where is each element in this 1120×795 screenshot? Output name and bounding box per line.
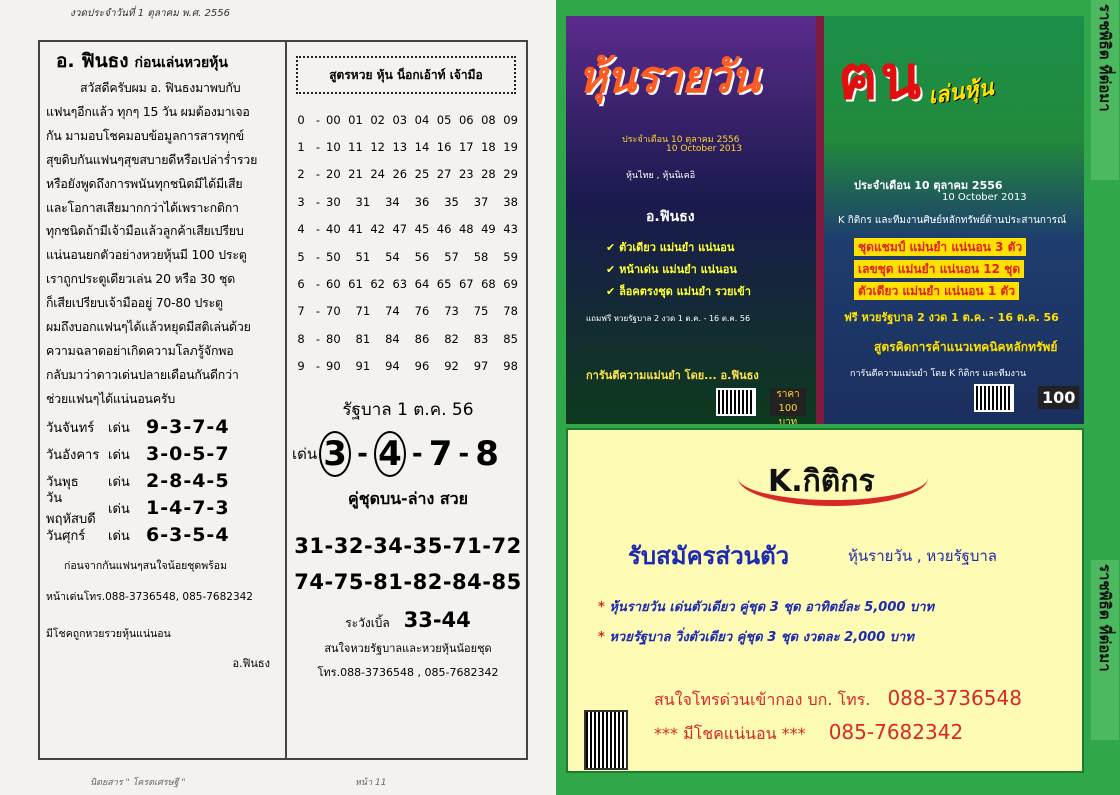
number-table [292, 106, 524, 380]
day-digits: 9-3-7-4 [146, 416, 230, 439]
lottery-date: รัฐบาล 1 ต.ค. 56 [342, 399, 474, 420]
number-cell: 01 [348, 112, 363, 127]
number-cell: 23 [458, 167, 474, 182]
daily-picks [46, 414, 280, 549]
para-line: และโอกาสเสียมากกว่าได้เพราะกติกา [46, 199, 239, 215]
pair-set: 74-75-81-82-84-85 [294, 569, 522, 594]
number-cell: 38 [503, 194, 518, 209]
cover-credit: K กิติกร และทีมงานศิษย์หลักทรัพย์ด้านประสานการณ์ [838, 215, 1067, 226]
row-values [326, 359, 524, 373]
cover-check-item [606, 282, 751, 300]
number-cell: 20 [326, 167, 341, 182]
check-text: แม่นยำ แน่นอน [659, 241, 735, 254]
digit-dash: - [411, 438, 423, 469]
cover-note: การันตีความแม่นยำ โดย K กิติกร และทีมงาน [850, 369, 1027, 379]
para-line: ช่วยแฟนๆได้แน่นอนครับ [46, 390, 176, 406]
barcode-icon [584, 710, 628, 770]
number-cell: 49 [481, 222, 496, 237]
row-separator: - [315, 304, 321, 319]
closing-note: ก่อนจากกันแฟนๆสนใจน้อยชุดพร้อม [64, 559, 228, 572]
number-cell: 91 [355, 359, 371, 374]
number-cell: 48 [458, 222, 474, 237]
number-cell: 35 [444, 194, 459, 209]
cover-title-overlay: เล่นหุ้น [926, 75, 996, 110]
number-cell: 76 [414, 304, 430, 319]
number-cell: 82 [444, 331, 459, 346]
number-row [292, 106, 524, 133]
number-cell: 13 [392, 140, 408, 155]
number-cell: 14 [414, 140, 430, 155]
circled-digit: 3 [319, 431, 351, 477]
number-row [292, 353, 524, 380]
number-cell: 42 [370, 222, 385, 237]
para-line: ความฉลาดอย่าเกิดความโลภรู้จักพอ [46, 342, 234, 358]
left-page [0, 0, 556, 795]
day-name: วันศุกร์ [46, 528, 86, 544]
pair-heading: คู่ชุดบน-ล่าง สวย [348, 488, 468, 508]
number-cell: 90 [326, 359, 341, 374]
row-key: 3 [297, 194, 305, 209]
number-cell: 00 [326, 112, 341, 127]
row-separator: - [315, 249, 321, 264]
row-key: 1 [297, 140, 305, 155]
row-separator: - [315, 167, 321, 182]
number-cell: 21 [348, 167, 363, 182]
ad-contact-label: สนใจโทรด่วนเข้ากอง บก. โทร. [654, 690, 871, 709]
number-cell: 97 [473, 359, 489, 374]
check-label: ตัวเดียว [619, 241, 656, 254]
day-digits: 6-3-5-4 [146, 524, 230, 547]
cover-price: ราคา 100 บาท [770, 388, 806, 416]
play-word: เด่น [108, 528, 130, 544]
number-cell: 92 [444, 359, 459, 374]
author-signature: อ.ฟินธง [232, 656, 270, 670]
row-values [326, 277, 524, 291]
number-cell: 65 [436, 277, 452, 292]
cover-highlight: ชุดแชมป์ แม่นยำ แน่นอน 3 ตัว [854, 238, 1026, 256]
number-cell: 41 [348, 222, 363, 237]
cover-date: ประจำเดือน 10 ตุลาคม 2556 [854, 179, 1003, 192]
para-line: แฟนๆอีกแล้ว ทุกๆ 15 วัน ผมต้องมาเจอ [46, 103, 250, 119]
row-key: 5 [297, 249, 305, 264]
ad-phone-1: 088-3736548 [887, 686, 1022, 710]
number-cell: 26 [392, 167, 408, 182]
formula-heading: สูตรหวย หุ้น น็อกเอ้าท์ เจ้ามือ [296, 56, 516, 94]
day-name: วันจันทร์ [46, 420, 95, 436]
number-row [292, 216, 524, 243]
double-warning-value: 33-44 [403, 607, 471, 632]
row-values [326, 140, 524, 154]
day-name: วันพุธ [46, 474, 79, 490]
number-cell: 60 [326, 277, 341, 292]
number-cell: 05 [436, 112, 452, 127]
row-values [326, 222, 524, 236]
number-cell: 57 [444, 249, 459, 264]
cover-showcase [566, 16, 1084, 424]
check-label: หน้าเด่น [619, 263, 659, 276]
number-cell: 81 [355, 331, 371, 346]
play-word: เด่น [108, 420, 130, 436]
number-cell: 74 [385, 304, 400, 319]
number-cell: 96 [414, 359, 430, 374]
number-cell: 04 [414, 112, 430, 127]
article-body [46, 76, 280, 411]
row-key: 2 [297, 167, 305, 182]
luck-note: มีโชคถูกหวยรวยหุ้นแน่นอน [46, 627, 171, 640]
title-rest: ก่อนเล่นหวยหุ้น [134, 55, 228, 71]
row-values [326, 304, 524, 318]
article-column [46, 46, 280, 672]
number-cell: 54 [385, 249, 400, 264]
ad-offer-line [598, 596, 934, 617]
number-cell: 86 [414, 331, 430, 346]
row-separator: - [315, 222, 321, 237]
ad-logo: K.กิติกร [768, 464, 875, 499]
check-text: แม่นยำ แน่นอน [662, 263, 737, 276]
number-cell: 73 [444, 304, 459, 319]
number-cell: 06 [458, 112, 474, 127]
cover-subtitle: หุ้นไทย , หุ้นนิเคอิ [626, 171, 696, 181]
number-row [292, 161, 524, 188]
number-cell: 68 [481, 277, 496, 292]
row-values [326, 195, 524, 209]
number-cell: 10 [326, 140, 341, 155]
column-divider [285, 40, 287, 760]
ad-luck-label: *** มีโชคแน่นอน *** [654, 724, 806, 743]
day-pick-row [46, 522, 280, 549]
number-row [292, 325, 524, 352]
para-line: สวัสดีครับผม อ. ฟินธงมาพบกับ [80, 80, 241, 95]
number-row [292, 188, 524, 215]
number-cell: 84 [385, 331, 400, 346]
number-cell: 71 [355, 304, 371, 319]
ad-headline: รับสมัครส่วนตัว [628, 542, 790, 570]
ad-offer-text: หวยรัฐบาล วิ่งตัวเดียว คู่ชุด 3 ชุด งวดละ 2,000 บาท [609, 630, 914, 645]
double-warning-label: ระวังเบิ้ล [345, 615, 390, 630]
number-cell: 94 [385, 359, 400, 374]
contact-note: หน้าเด่นโทร.088-3736548, 085-7682342 [46, 590, 253, 603]
number-cell: 19 [503, 140, 518, 155]
number-cell: 17 [458, 140, 474, 155]
number-cell: 24 [370, 167, 385, 182]
cover-date-en: 10 October 2013 [666, 144, 743, 154]
number-cell: 69 [503, 277, 518, 292]
article-title [46, 46, 280, 76]
number-cell: 40 [326, 222, 341, 237]
number-cell: 64 [414, 277, 430, 292]
number-cell: 61 [348, 277, 363, 292]
row-values [326, 332, 524, 346]
main-pick-digits [319, 431, 499, 477]
number-cell: 70 [326, 304, 341, 319]
para-line: แน่นอนยกตัวอย่างหวยหุ้นมี 100 ประตู [46, 247, 247, 263]
page-number: หน้า 11 [355, 778, 387, 788]
main-pick [292, 429, 524, 479]
check-label: ล็อคตรงชุด [619, 285, 673, 298]
number-cell: 31 [355, 194, 371, 209]
day-digits: 3-0-5-7 [146, 443, 230, 466]
row-key: 8 [297, 331, 305, 346]
ad-phone-2: 085-7682342 [828, 720, 964, 744]
row-values [326, 250, 524, 264]
number-cell: 03 [392, 112, 408, 127]
number-cell: 16 [436, 140, 452, 155]
number-cell: 30 [326, 194, 341, 209]
number-cell: 80 [326, 331, 341, 346]
day-pick-row [46, 491, 280, 528]
para-line: ก็เสียเปรียบเจ้ามืออยู่ 70-80 ประตู [46, 295, 223, 311]
day-digits: 2-8-4-5 [146, 470, 230, 493]
cover-check-item [606, 238, 734, 256]
barcode-icon [716, 388, 756, 416]
row-values [326, 113, 524, 127]
row-key: 7 [297, 304, 305, 319]
magazine-cover-daily-stock [566, 16, 816, 424]
spine-label: ราชพิธิต ที่ต่อมา [1091, 560, 1119, 740]
cover-credit: การันตีความแม่นยำ โดย... อ.ฟินธง [586, 369, 759, 382]
asterisk-icon: * [598, 600, 610, 615]
cover-highlight: เลขชุด แม่นยำ แน่นอน 12 ชุด [854, 260, 1024, 278]
phone-numbers: โทร.088-3736548 , 085-7682342 [317, 665, 499, 679]
check-text: แม่นยำ รวยเข้า [676, 285, 751, 298]
number-cell: 45 [414, 222, 430, 237]
magazine-name: นิตยสาร " โครตเศรษฐี " [90, 778, 186, 788]
cover-free-offer: ฟรี หวยรัฐบาล 2 งวด 1 ต.ค. - 16 ต.ค. 56 [844, 311, 1059, 324]
day-name: วันอังคาร [46, 447, 100, 463]
para-line: กัน มามอบโชคมอบข้อมูลการสารทุกข์ [46, 127, 245, 143]
cover-author: อ.ฟินธง [646, 209, 695, 225]
cover-formula: สูตรคิดการค้าแนวเทคนิคหลักทรัพย์ [874, 340, 1058, 354]
cover-date-en: 10 October 2013 [942, 192, 1027, 203]
para-line: เราถูกประตูเดียวเล่น 20 หรือ 30 ชุด [46, 271, 236, 287]
interest-note: สนใจหวยรัฐบาลและหวยหุ้นน้อยชุด [324, 641, 492, 655]
number-cell: 27 [436, 167, 452, 182]
row-separator: - [315, 277, 321, 292]
formula-column [292, 48, 524, 681]
number-cell: 25 [414, 167, 430, 182]
row-separator: - [315, 331, 321, 346]
number-cell: 11 [348, 140, 363, 155]
number-cell: 51 [355, 249, 371, 264]
pick-digit: 7 [428, 433, 453, 474]
cover-date: ประจำเดือน 10 ตุลาคม 2556 [622, 135, 740, 145]
row-key: 9 [297, 359, 305, 374]
number-cell: 08 [481, 112, 496, 127]
number-cell: 36 [414, 194, 430, 209]
number-row [292, 270, 524, 297]
row-separator: - [315, 194, 321, 209]
cover-title: หุ้นรายวัน [578, 52, 759, 103]
asterisk-icon: * [598, 630, 610, 645]
number-cell: 18 [481, 140, 496, 155]
number-cell: 59 [503, 249, 518, 264]
ad-offer-text: หุ้นรายวัน เด่นตัวเดียว คู่ชุด 3 ชุด อาทิตย์ละ 5,000 บาท [609, 600, 935, 615]
row-key: 0 [297, 112, 305, 127]
day-digits: 1-4-7-3 [146, 497, 230, 520]
number-cell: 75 [473, 304, 489, 319]
check-icon: ✔ [606, 285, 616, 298]
number-row [292, 298, 524, 325]
para-line: ทุกชนิดถ้ามีเจ้ามือแล้วลูกค้าเสียเปรียบ [46, 223, 244, 239]
digit-dash: - [357, 438, 368, 469]
cover-title: ฅน [838, 43, 924, 113]
day-name: วันพฤหัสบดี [46, 491, 96, 528]
number-cell: 62 [370, 277, 385, 292]
cover-price: 100 [1038, 386, 1079, 409]
number-cell: 98 [503, 359, 518, 374]
ad-headline-sub: หุ้นรายวัน , หวยรัฐบาล [848, 547, 997, 565]
cover-check-item [606, 260, 737, 278]
number-cell: 37 [473, 194, 489, 209]
number-cell: 46 [436, 222, 452, 237]
play-word: เด่น [108, 474, 130, 490]
spine-label: ราชพิธิต ที่ต่อมา [1091, 0, 1119, 180]
row-separator: - [315, 140, 321, 155]
para-line: สุขดิบกันแฟนๆสุขสบายดีหรือเปล่ารํ่ารวย [46, 151, 258, 167]
number-cell: 43 [503, 222, 518, 237]
number-cell: 28 [481, 167, 496, 182]
para-line: ผมถึงบอกแฟนๆได้แล้วหยุดมีสติเล่นด้วย [46, 319, 251, 335]
day-pick-row [46, 441, 280, 468]
number-cell: 34 [385, 194, 400, 209]
pair-set: 31-32-34-35-71-72 [294, 533, 522, 558]
day-pick-row [46, 414, 280, 441]
circled-digit: 4 [374, 431, 406, 477]
digit-dash: - [458, 438, 470, 469]
right-page [556, 0, 1120, 795]
double-warning [292, 608, 524, 633]
row-separator: - [315, 112, 321, 127]
ad-offer-line [598, 626, 914, 647]
subscription-ad [566, 428, 1084, 773]
number-cell: 29 [503, 167, 518, 182]
number-cell: 83 [473, 331, 489, 346]
number-cell: 58 [473, 249, 489, 264]
number-cell: 67 [458, 277, 474, 292]
number-cell: 85 [503, 331, 518, 346]
number-cell: 63 [392, 277, 408, 292]
row-separator: - [315, 359, 321, 374]
row-values [326, 167, 524, 181]
number-cell: 50 [326, 249, 341, 264]
number-cell: 78 [503, 304, 518, 319]
play-word: เด่น [108, 447, 130, 463]
issue-date: งวดประจำวันที่ 1 ตุลาคม พ.ศ. 2556 [70, 8, 230, 19]
play-word: เด่น [108, 501, 130, 517]
play-label: เด่น [292, 444, 318, 463]
number-cell: 09 [503, 112, 518, 127]
row-key: 4 [297, 222, 305, 237]
pick-digit: 8 [475, 433, 499, 474]
ad-luck [654, 720, 963, 747]
ad-contact [654, 686, 1022, 713]
number-cell: 12 [370, 140, 385, 155]
cover-blurb: แถมฟรี หวยรัฐบาล 2 งวด 1 ต.ค. - 16 ต.ค. 56 [586, 314, 751, 323]
magazine-cover-stock-player [824, 16, 1084, 424]
number-row [292, 243, 524, 270]
para-line: หรือยังพูดถึงการพนันทุกชนิดมีได้มีเสีย [46, 175, 243, 191]
number-cell: 47 [392, 222, 408, 237]
number-cell: 02 [370, 112, 385, 127]
cover-highlight: ตัวเดียว แม่นยำ แน่นอน 1 ตัว [854, 282, 1019, 300]
author-name: อ. ฟินธง [56, 50, 129, 72]
para-line: กลับมาว่าดาวเด่นปลายเดือนกันดีกว่า [46, 366, 239, 382]
row-key: 6 [297, 277, 305, 292]
check-icon: ✔ [606, 241, 616, 254]
number-cell: 56 [414, 249, 430, 264]
number-row [292, 133, 524, 160]
check-icon: ✔ [606, 263, 616, 276]
barcode-icon [974, 384, 1014, 412]
